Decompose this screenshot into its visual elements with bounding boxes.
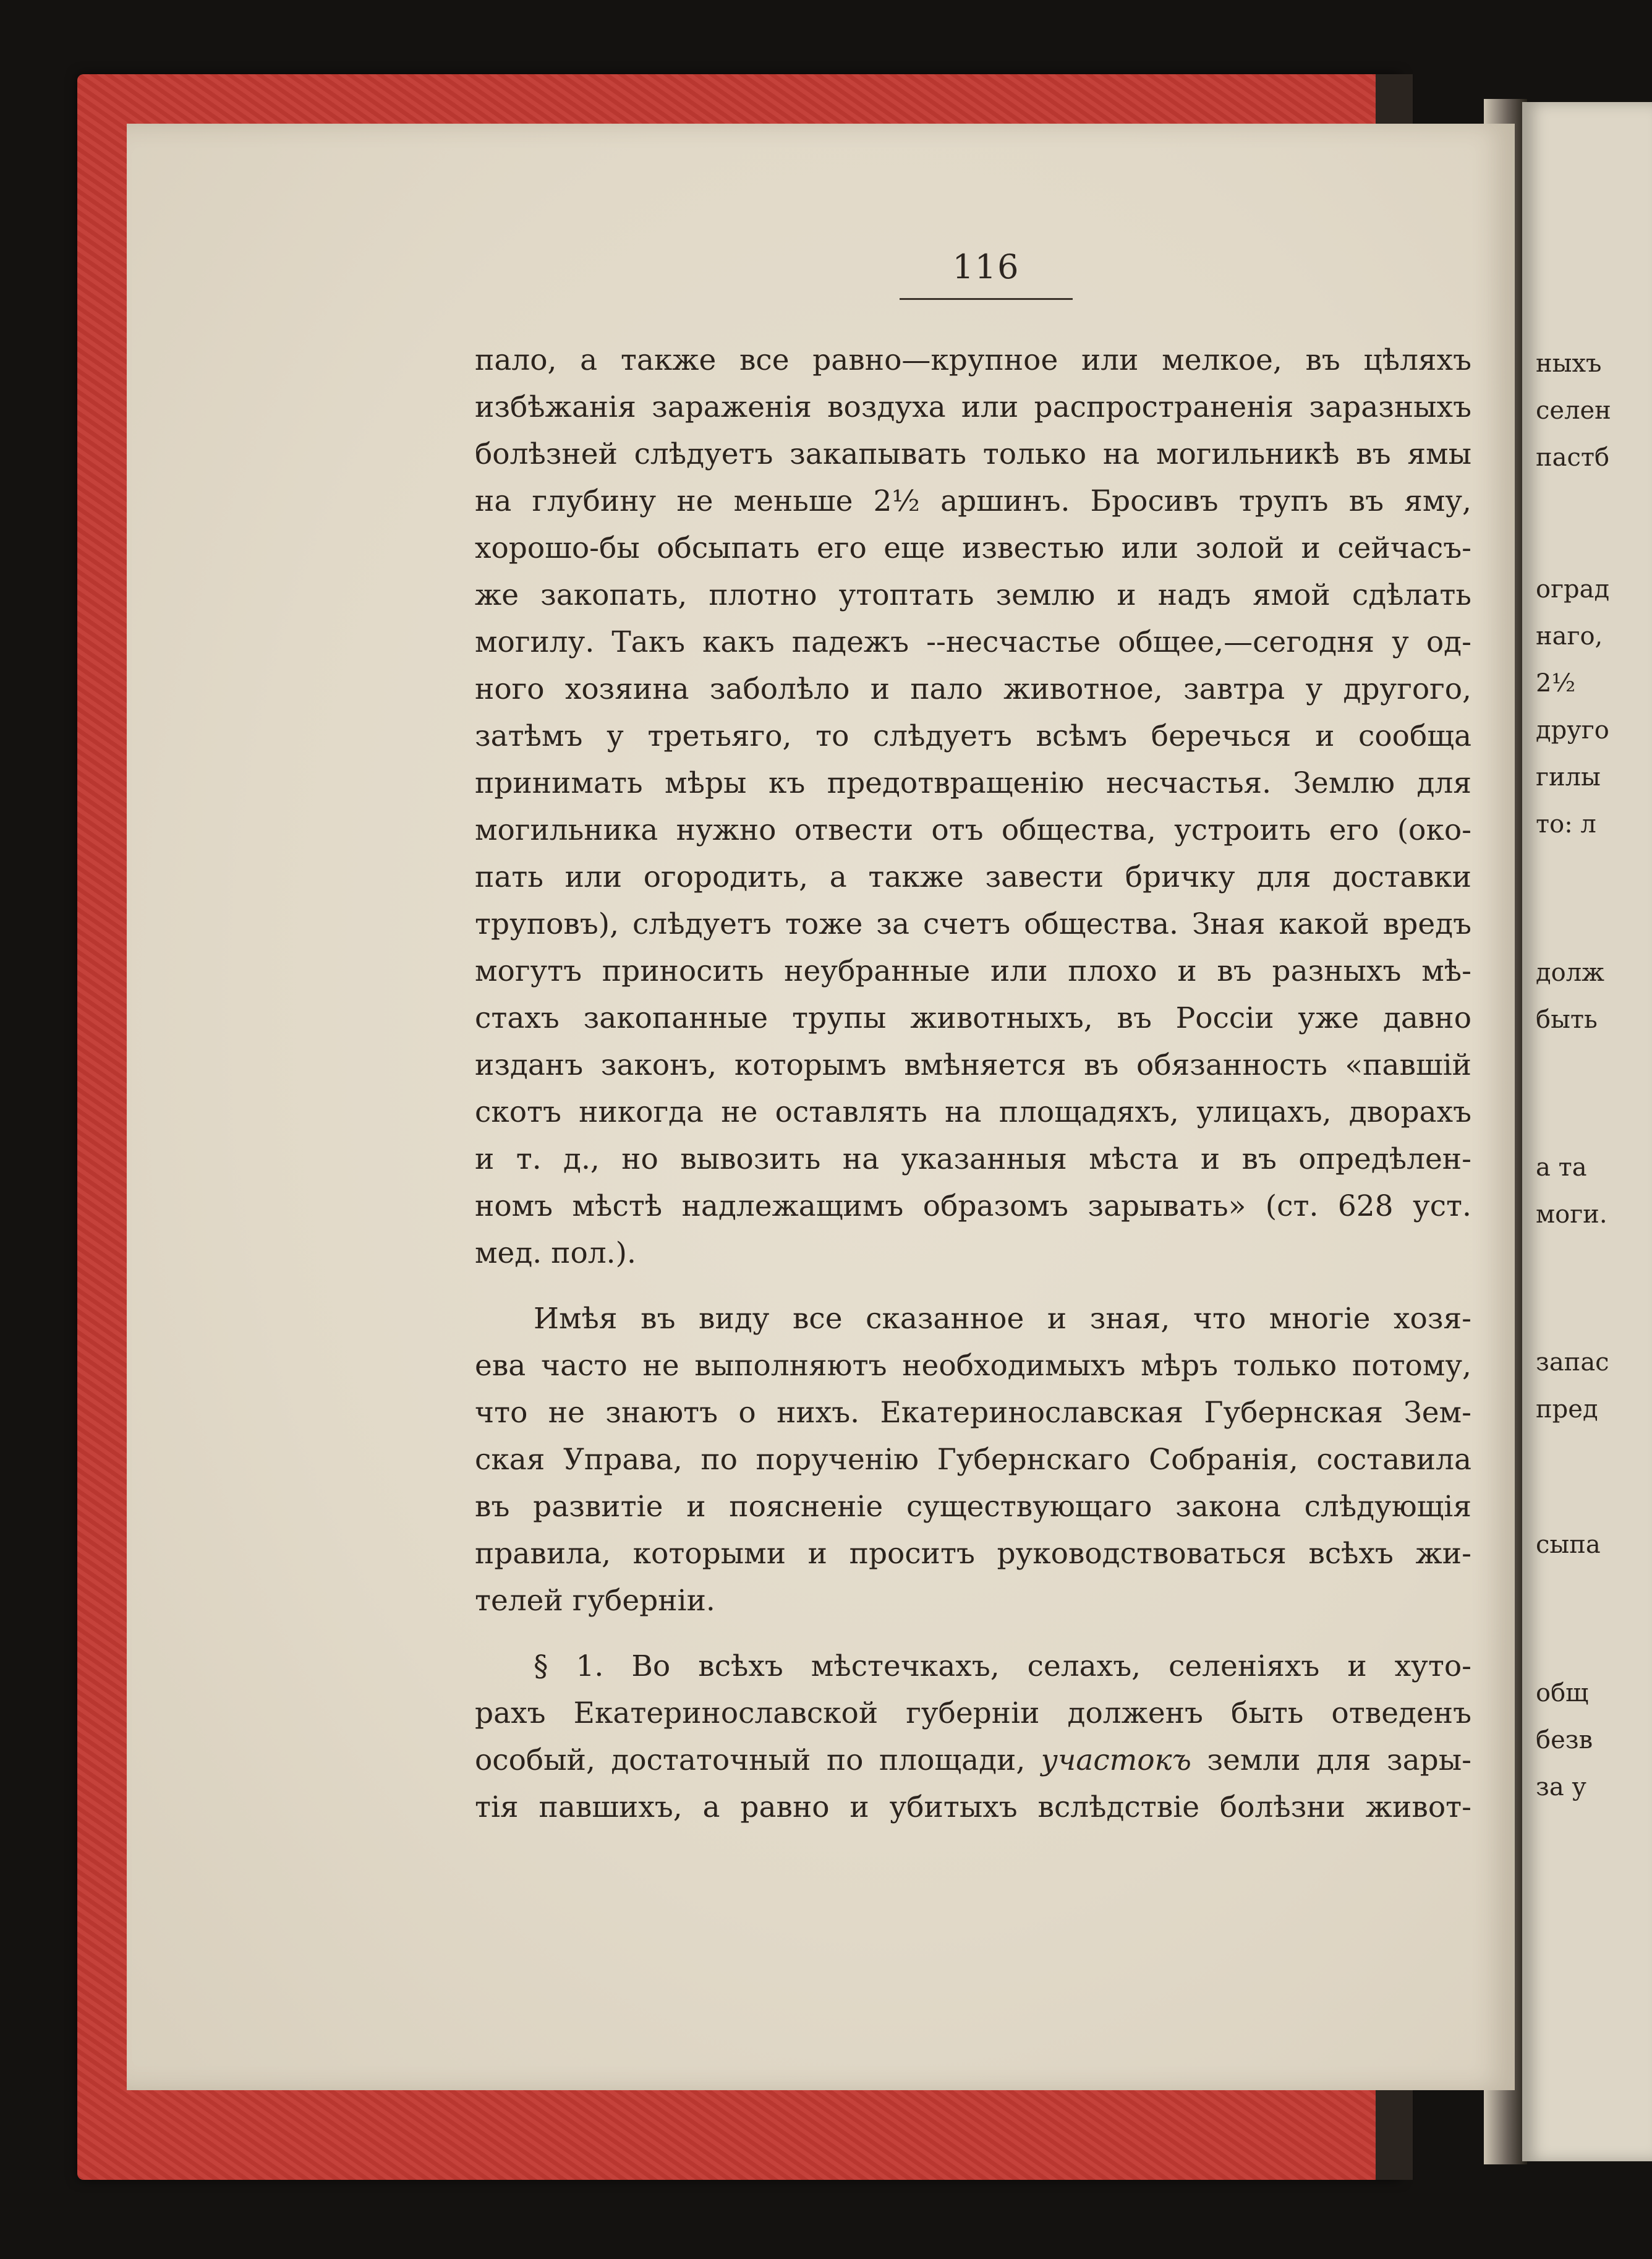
text-line: правила, которыми и проситъ руководствоваться всѣхъ жи- [475,1537,1471,1571]
page-number: 116 [952,247,1020,286]
text-line: пать или огородить, а также завести бричку для доставки [475,860,1471,894]
right-text-line: гилы [1536,763,1601,792]
text-line: Имѣя въ виду все сказанное и зная, что многіе хозя- [534,1302,1471,1336]
page-number-rule [900,298,1073,300]
right-text-line: друго [1536,716,1609,745]
text-line: изданъ законъ, которымъ вмѣняется въ обязанность «павшій [475,1048,1471,1082]
text-line: затѣмъ у третьяго, то слѣдуетъ всѣмъ беречься и сообща [475,719,1471,753]
text-line: принимать мѣры къ предотвращенію несчастья. Землю для [475,766,1471,800]
right-text-line: безв [1536,1726,1593,1754]
text-line: могилу. Такъ какъ падежъ --несчастье общее,—сегодня у од- [475,625,1471,659]
emphasized-word: участокъ [1041,1743,1191,1777]
text-line: § 1. Во всѣхъ мѣстечкахъ, селахъ, селеніяхъ и хуто- [534,1649,1471,1683]
text-line: что не знаютъ о нихъ. Екатеринославская Губернская Зем- [475,1396,1471,1430]
right-text-line: наго, [1536,622,1603,651]
right-text-line: то: л [1536,810,1596,839]
right-text-line: за у [1536,1773,1586,1801]
paragraph-gap [475,1277,1471,1296]
text-line: особый, достаточный по площади, участокъ земли для зары- [475,1743,1471,1777]
right-text-line: долж [1536,959,1604,987]
paragraph-gap [475,1625,1471,1643]
right-text-line: ныхъ [1536,349,1602,378]
page-body-text [475,337,1471,1831]
text-line: номъ мѣстѣ надлежащимъ образомъ зарывать» (ст. 628 уст. [475,1189,1471,1223]
text-line: тія павшихъ, а равно и убитыхъ вслѣдствіе болѣзни живот- [475,1790,1471,1824]
text-line: на глубину не меньше 2½ аршинъ. Бросивъ трупъ въ яму, [475,484,1471,518]
right-text-line: пред [1536,1395,1598,1424]
right-text-line: сыпа [1536,1531,1601,1559]
paragraph-2 [475,1296,1471,1625]
text-line: и т. д., но вывозить на указанныя мѣста и въ опредѣлен- [475,1142,1471,1176]
text-line: болѣзней слѣдуетъ закапывать только на могильникѣ въ ямы [475,437,1471,471]
right-text-line: селен [1536,396,1611,425]
text-line: ева часто не выполняютъ необходимыхъ мѣръ только потому, [475,1349,1471,1383]
paragraph-1 [475,337,1471,1277]
text-line: мед. пол.). [475,1236,636,1270]
text-line: пало, а также все равно—крупное или мелкое, въ цѣляхъ [475,343,1471,377]
text-line: могутъ приносить неубранные или плохо и въ разныхъ мѣ- [475,954,1471,988]
text-line: телей губерніи. [475,1584,715,1618]
text-line: труповъ), слѣдуетъ тоже за счетъ общества. Зная какой вредъ [475,907,1471,941]
right-text-line: оград [1536,575,1610,604]
right-text-line: 2½ [1536,669,1576,698]
text-line: же закопать, плотно утоптать землю и надъ ямой сдѣлать [475,578,1471,612]
text-line: могильника нужно отвести отъ общества, устроить его (око- [475,813,1471,847]
paragraph-3 [475,1643,1471,1831]
right-text-line: а та [1536,1153,1587,1182]
text-line: рахъ Екатеринославской губерніи долженъ быть отведенъ [475,1696,1471,1730]
right-text-line: запас [1536,1348,1609,1377]
text-line: стахъ закопанные трупы животныхъ, въ Россіи уже давно [475,1001,1471,1035]
text-line: въ развитіе и поясненіе существующаго закона слѣдующія [475,1490,1471,1524]
right-text-line: пастб [1536,443,1610,472]
text-line: ская Управа, по порученію Губернскаго Собранія, составила [475,1443,1471,1477]
right-text-line: быть [1536,1006,1598,1034]
text-line: хорошо-бы обсыпать его еще известью или золой и сейчасъ- [475,531,1471,565]
right-text-line: общ [1536,1679,1589,1707]
text-line: ного хозяина заболѣло и пало животное, завтра у другого, [475,672,1471,706]
text-line: скотъ никогда не оставлять на площадяхъ, улицахъ, дворахъ [475,1095,1471,1129]
right-text-line: моги. [1536,1200,1607,1229]
text-line: избѣжанія зараженія воздуха или распространенія заразныхъ [475,390,1471,424]
right-page-fragment [1522,102,1652,2161]
